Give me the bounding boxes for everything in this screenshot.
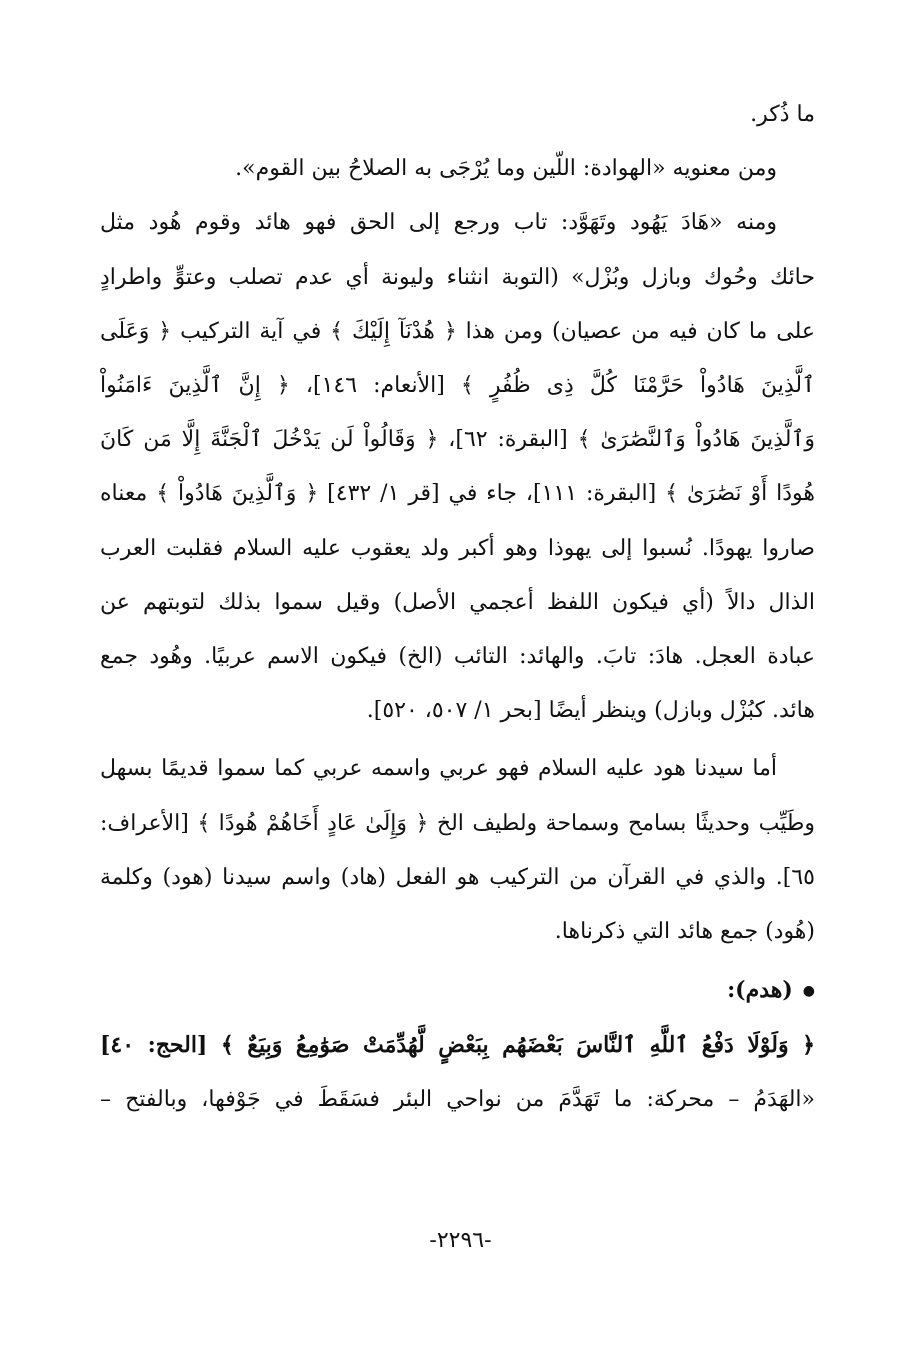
text-line: عبادة العجل. هادَ: تابَ. والهائد: التائب (الخ) فيكون الاسم عربيًا. وهُود جمع bbox=[100, 644, 815, 670]
text-line: (هُود) جمع هائد التي ذكرناها. bbox=[554, 919, 815, 945]
text-line: الذال دالاً (أي فيكون اللفظ أعجمي الأصل) وقيل سموا بذلك لتوبتهم عن bbox=[100, 589, 815, 615]
text-line: وطَيِّب وحديثًا بسامح وسماحة ولطيف الخ ﴿ وَإِلَىٰ عَادٍ أَخَاهُمْ هُودًا ﴾ [الأعراف: bbox=[100, 810, 815, 836]
text-line: «الهَدَمُ – محركة: ما تَهَدَّمَ من نواحي البئر فسَقَطَ في جَوْفها، وبالفتح – bbox=[100, 1086, 815, 1112]
text-line: وَٱلَّذِينَ هَادُواْ وَٱلنَّصَٰرَىٰ ﴾ [البقرة: ٦٢]، ﴿ وَقَالُواْ لَن يَدْخُلَ ٱلْجَنَّةَ إِلَّا مَن كَانَ bbox=[100, 427, 815, 453]
quran-verse: ﴿ وَلَوْلَا دَفْعُ ٱللَّهِ ٱلنَّاسَ بَعْضَهُم بِبَعْضٍ لَّهُدِّمَتْ صَوَٰمِعُ وَبِيَعٌ ﴾ [الحج: ٤٠] bbox=[100, 1032, 815, 1059]
text-line: هُودًا أَوْ نَصَٰرَىٰ ﴾ [البقرة: ١١١]، جاء في [قر ١/ ٤٣٢] ﴿ وَٱلَّذِينَ هَادُواْ ﴾ معناه bbox=[100, 481, 815, 507]
text-line: هائد. كبُزْل وبازل) وينظر أيضًا [بحر ١/ ٥٠٧، ٥٢٠]. bbox=[366, 698, 815, 724]
bullet-icon: ● bbox=[802, 983, 815, 1000]
section-heading-line bbox=[100, 963, 815, 1018]
text-line: ومن معنويه «الهوادة: اللّين وما يُرْجَى به الصلاحُ بين القوم». bbox=[235, 156, 777, 182]
text-line: ما ذُكر. bbox=[750, 102, 815, 127]
text-line: ٦٥]. والذي في القرآن من التركيب هو الفعل (هاد) واسم سيدنا (هود) وكلمة bbox=[100, 864, 815, 890]
text-line: على ما كان فيه من عصيان) ومن هذا ﴿ هُدْنَآ إِلَيْكَ ﴾ في آية التركيب ﴿ وَعَلَى bbox=[100, 318, 815, 344]
text-line: أما سيدنا هود عليه السلام فهو عربي واسمه عربي كما سموا قديمًا بسهل bbox=[100, 756, 777, 782]
section-heading: (هدم): bbox=[727, 977, 793, 1004]
page-body bbox=[100, 88, 815, 1127]
text-line: حائك وحُوك وبازل وبُزْل» (التوبة انثناء وليونة أي عدم تصلب وعتوٍّ واطرادٍ bbox=[100, 264, 815, 290]
text-line: صاروا يهودًا. نُسبوا إلى يهوذا وهو أكبر ولد يعقوب عليه السلام فقلبت العرب bbox=[100, 535, 815, 561]
text-line: ومنه «هَادَ يَهُود وتَهَوَّد: تاب ورجع إلى الحق فهو هائد وقوم هُود مثل bbox=[100, 210, 777, 236]
page-number: -٢٢٩٦- bbox=[429, 1228, 492, 1253]
text-line: ٱلَّذِينَ هَادُواْ حَرَّمْنَا كُلَّ ذِى ظُفُرٍ ﴾ [الأنعام: ١٤٦]، ﴿ إِنَّ ٱلَّذِينَ ءَامَنُواْ bbox=[100, 373, 815, 399]
